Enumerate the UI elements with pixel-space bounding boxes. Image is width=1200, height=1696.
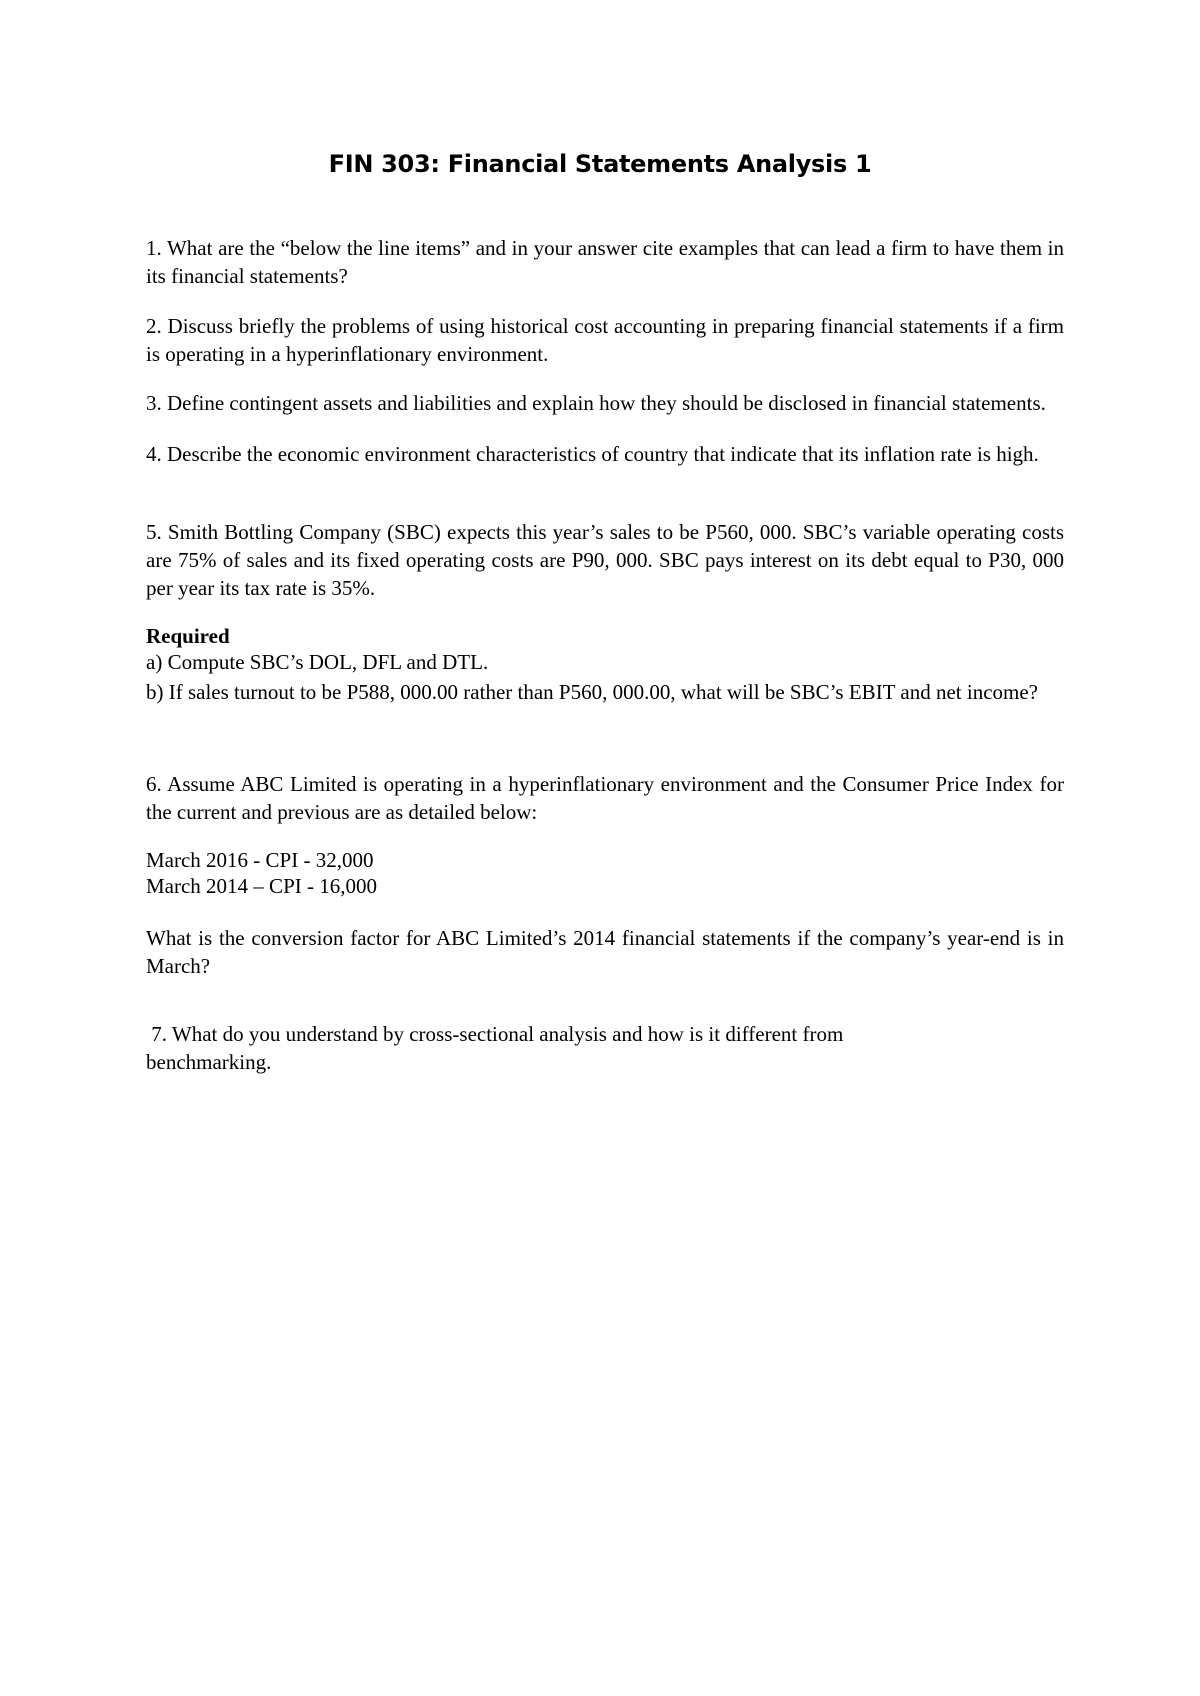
cpi-2014-line: March 2014 – CPI - 16,000 [146,874,377,898]
cpi-2016-line: March 2016 - CPI - 32,000 [146,848,374,872]
question-4: 4. Describe the economic environment characteristics of country that indicate that its inflation rate is high. [146,442,1039,466]
document-title: FIN 303: Financial Statements Analysis 1 [328,150,872,178]
question-5: 5. Smith Bottling Company (SBC) expects this year’s sales to be P560, 000. SBC’s variable operating costs are 75% of sales and its fixed operating costs are P90, 000. SBC pays interest on its debt equal to P30, 000 per year its tax rate is 35%. [146,520,1064,600]
question-1: 1. What are the “below the line items” and in your answer cite examples that can lead a firm to have them in its financial statements? [146,236,1064,288]
question-2: 2. Discuss briefly the problems of using historical cost accounting in preparing financial statements if a firm is operating in a hyperinflationary environment. [146,314,1064,366]
question-3: 3. Define contingent assets and liabilities and explain how they should be disclosed in financial statements. [146,391,1046,415]
required-heading: Required [146,624,230,648]
question-5-part-b: b) If sales turnout to be P588, 000.00 rather than P560, 000.00, what will be SBC’s EBIT and net income? [146,680,1038,704]
question-7-line-1: 7. What do you understand by cross-sectional analysis and how is it different from [146,1022,844,1046]
question-7-line-2: benchmarking. [146,1050,272,1074]
question-6: 6. Assume ABC Limited is operating in a hyperinflationary environment and the Consumer Price Index for the current and previous are as detailed below: [146,772,1064,824]
question-6-conversion: What is the conversion factor for ABC Limited’s 2014 financial statements if the company’s year-end is in March? [146,926,1064,978]
question-5-part-a: a) Compute SBC’s DOL, DFL and DTL. [146,650,489,674]
question-7 [146,1020,1064,1076]
